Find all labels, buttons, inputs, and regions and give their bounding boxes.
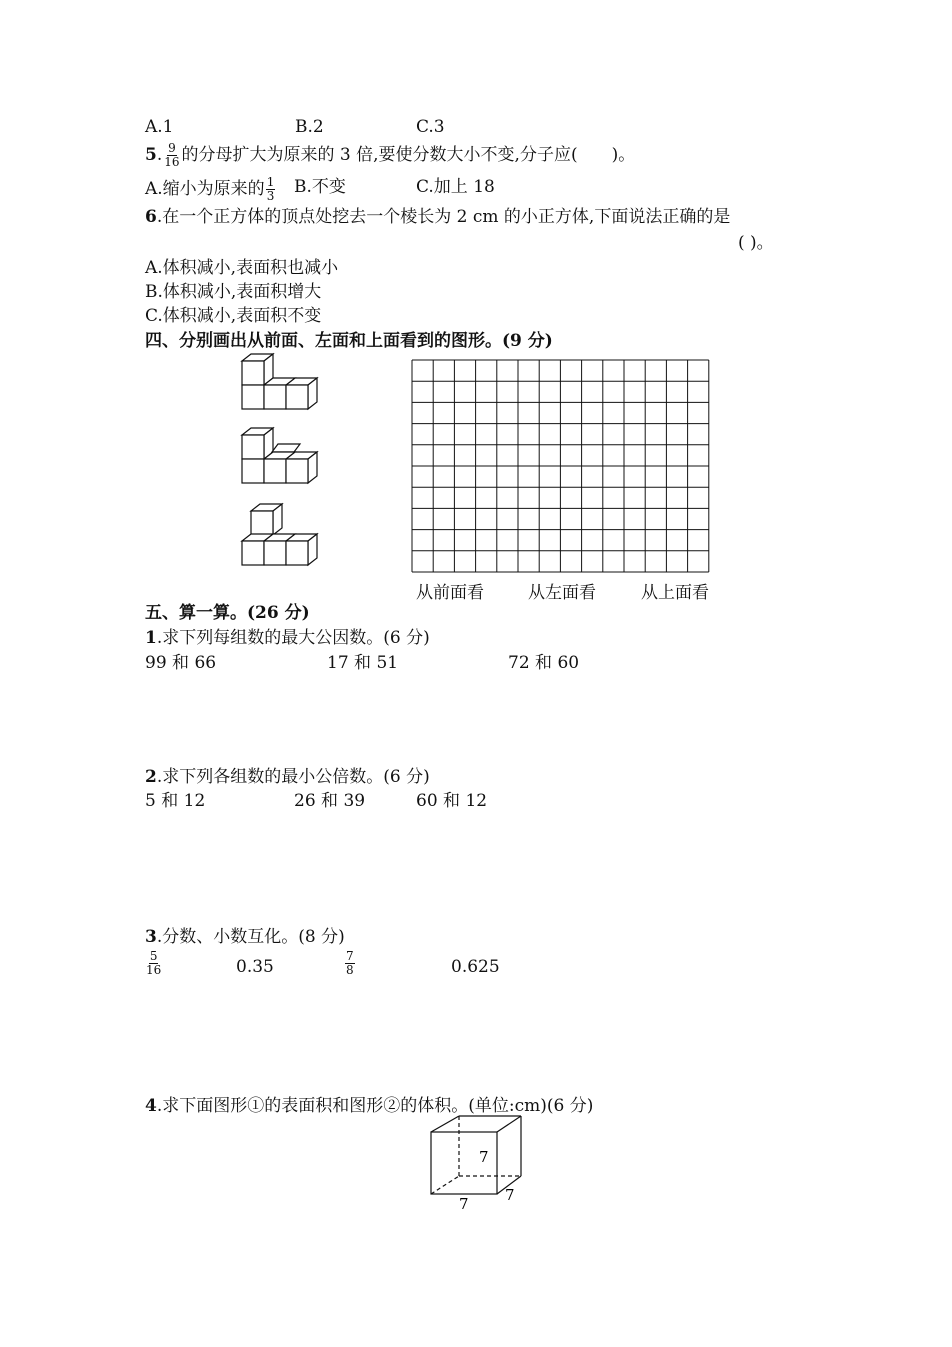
section-5-title: 五、算一算。(26 分) — [145, 603, 310, 623]
grid-label-front: 从前面看 — [416, 583, 484, 603]
question-5: 5. $\frac{9}{16}$ 的分母扩大为原来的 3 倍,要使分数大小不变,分子应( )。 — [145, 141, 636, 169]
cube-figures — [236, 350, 346, 575]
fraction — [145, 950, 162, 977]
cube-diagram — [424, 1112, 534, 1217]
fraction-denominator: 8 — [346, 963, 354, 977]
fraction — [163, 142, 180, 169]
p3-decimal-2: 0.625 — [451, 957, 500, 977]
section-4-title: 四、分别画出从前面、左面和上面看到的图形。(9 分) — [145, 331, 553, 351]
p2-item: 26 和 39 — [294, 791, 366, 811]
q4-option-c: C.3 — [416, 117, 445, 137]
answer-blank: ( )。 — [738, 233, 774, 253]
q6-option-b: B.体积减小,表面积增大 — [145, 282, 322, 302]
problem-3 — [145, 926, 345, 948]
dimension-length: 7 — [459, 1195, 469, 1213]
q4-option-b: B.2 — [295, 117, 324, 137]
cube-figure-1 — [242, 354, 317, 409]
dimension-width: 7 — [505, 1186, 515, 1204]
cube-figure-3 — [242, 504, 317, 565]
problem-number: 4 — [145, 1096, 157, 1116]
problem-number: 2 — [145, 767, 157, 787]
fraction — [345, 950, 355, 977]
p3-decimal-1: 0.35 — [236, 957, 274, 977]
question-6 — [145, 206, 730, 228]
fraction-denominator: 16 — [146, 963, 162, 977]
p3-fraction-2 — [344, 950, 356, 977]
fraction-denominator: 16 — [164, 155, 180, 169]
dimension-height: 7 — [479, 1148, 489, 1166]
drawing-grid — [411, 359, 711, 575]
problem-2 — [145, 766, 430, 788]
fraction-numerator: 5 — [149, 949, 158, 963]
grid-label-top: 从上面看 — [641, 583, 709, 603]
problem-text: .求下面图形①的表面积和图形②的体积。(单位:cm)(6 分) — [156, 1096, 594, 1116]
problem-number: 3 — [145, 927, 157, 947]
question-text: 的分母扩大为原来的 3 倍,要使分数大小不变,分子应( — [181, 145, 578, 165]
q5-option-c: C.加上 18 — [416, 177, 495, 197]
q4-option-a: A.1 — [145, 117, 174, 137]
q5-option-a — [145, 176, 276, 203]
p1-item: 99 和 66 — [145, 653, 217, 673]
p3-fraction-1 — [144, 950, 163, 977]
p2-item: 60 和 12 — [416, 791, 488, 811]
p1-item: 72 和 60 — [508, 653, 580, 673]
problem-text: .分数、小数互化。(8 分) — [156, 927, 345, 947]
fraction-denominator: 3 — [266, 189, 275, 203]
problem-number: 1 — [145, 628, 157, 648]
problem-text: .求下列每组数的最大公因数。(6 分) — [156, 628, 430, 648]
fraction — [266, 176, 276, 203]
grid-label-left: 从左面看 — [528, 583, 596, 603]
question-number: 6 — [145, 207, 157, 227]
question-number: 5 — [145, 145, 157, 165]
fraction-numerator: 1 — [266, 175, 275, 189]
p2-item: 5 和 12 — [145, 791, 206, 811]
option-text: A.缩小为原来的 — [145, 179, 265, 199]
fraction-numerator: 7 — [346, 949, 354, 963]
problem-text: .求下列各组数的最小公倍数。(6 分) — [156, 767, 430, 787]
p1-item: 17 和 51 — [327, 653, 399, 673]
q5-option-b: B.不变 — [294, 177, 346, 197]
q6-option-a: A.体积减小,表面积也减小 — [145, 258, 339, 278]
question-close: )。 — [611, 145, 636, 165]
fraction-numerator: 9 — [168, 141, 176, 155]
question-text: .在一个正方体的顶点处挖去一个棱长为 2 cm 的小正方体,下面说法正确的是 — [156, 207, 731, 227]
cube-figure-2 — [242, 428, 317, 483]
problem-1 — [145, 627, 430, 649]
q6-option-c: C.体积减小,表面积不变 — [145, 306, 322, 326]
